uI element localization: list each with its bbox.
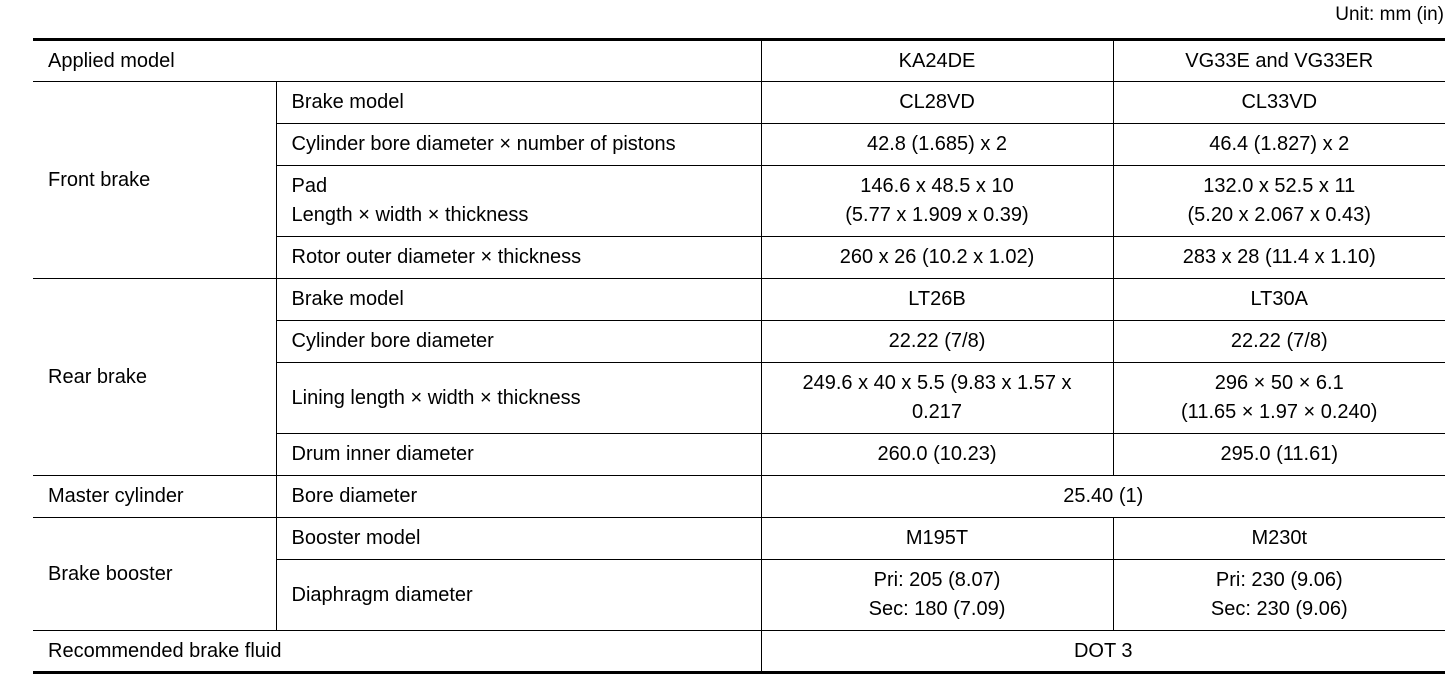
spec-value-line: Pri: 205 (8.07)	[873, 569, 1001, 591]
table-row	[33, 631, 1445, 673]
spec-label	[276, 166, 761, 237]
spec-value-line: 249.6 x 40 x 5.5 (9.83 x 1.57 x	[802, 372, 1072, 394]
spec-value-b	[1113, 363, 1445, 434]
spec-value-line: (5.77 x 1.909 x 0.39)	[845, 204, 1029, 226]
table-row	[33, 476, 1445, 518]
spec-value-line: Sec: 180 (7.09)	[868, 598, 1006, 620]
front-brake-group-label: Front brake	[33, 82, 276, 279]
spec-value-b: CL33VD	[1113, 82, 1445, 124]
spec-value-b: 295.0 (11.61)	[1113, 434, 1445, 476]
table-row	[33, 82, 1445, 124]
spec-label: Booster model	[276, 518, 761, 560]
spec-value-shared: 25.40 (1)	[761, 476, 1445, 518]
unit-label: Unit: mm (in)	[1335, 4, 1444, 25]
spec-label: Lining length × width × thickness	[276, 363, 761, 434]
spec-value-b: M230t	[1113, 518, 1445, 560]
spec-value-line: 132.0 x 52.5 x 11	[1203, 175, 1356, 197]
spec-value-line: 296 × 50 × 6.1	[1214, 372, 1344, 394]
spec-label: Diaphragm diameter	[276, 560, 761, 631]
spec-value-a	[761, 166, 1113, 237]
spec-label: Drum inner diameter	[276, 434, 761, 476]
spec-label: Cylinder bore diameter × number of pistons	[276, 124, 761, 166]
spec-label: Bore diameter	[276, 476, 761, 518]
spec-value-line: 0.217	[911, 401, 963, 423]
brake-booster-group-label: Brake booster	[33, 518, 276, 631]
master-cylinder-group-label: Master cylinder	[33, 476, 276, 518]
rear-brake-group-label: Rear brake	[33, 279, 276, 476]
spec-value-b: LT30A	[1113, 279, 1445, 321]
table-row	[33, 279, 1445, 321]
model-b-header: VG33E and VG33ER	[1113, 40, 1445, 82]
spec-label: Rotor outer diameter × thickness	[276, 237, 761, 279]
spec-value-a	[761, 363, 1113, 434]
spec-label-line: Pad	[291, 175, 328, 197]
spec-value-line: Pri: 230 (9.06)	[1215, 569, 1343, 591]
brake-spec-table	[33, 38, 1445, 674]
spec-label: Brake model	[276, 82, 761, 124]
spec-value-line: Sec: 230 (9.06)	[1210, 598, 1348, 620]
spec-value-a	[761, 560, 1113, 631]
spec-label: Cylinder bore diameter	[276, 321, 761, 363]
spec-value-b: 283 x 28 (11.4 x 1.10)	[1113, 237, 1445, 279]
spec-value-b: 46.4 (1.827) x 2	[1113, 124, 1445, 166]
spec-label: Brake model	[276, 279, 761, 321]
spec-value-a: 260.0 (10.23)	[761, 434, 1113, 476]
model-a-header: KA24DE	[761, 40, 1113, 82]
spec-value-a: 22.22 (7/8)	[761, 321, 1113, 363]
table-header-row	[33, 40, 1445, 82]
spec-value-b: 22.22 (7/8)	[1113, 321, 1445, 363]
spec-value-a: 42.8 (1.685) x 2	[761, 124, 1113, 166]
spec-value-shared: DOT 3	[761, 631, 1445, 673]
spec-value-a: M195T	[761, 518, 1113, 560]
spec-value-a: CL28VD	[761, 82, 1113, 124]
spec-value-a: 260 x 26 (10.2 x 1.02)	[761, 237, 1113, 279]
brake-fluid-label: Recommended brake fluid	[33, 631, 761, 673]
spec-value-b	[1113, 166, 1445, 237]
table-row	[33, 518, 1445, 560]
applied-model-label: Applied model	[33, 40, 761, 82]
spec-label-line: Length × width × thickness	[291, 204, 529, 226]
spec-value-a: LT26B	[761, 279, 1113, 321]
spec-value-line: (5.20 x 2.067 x 0.43)	[1187, 204, 1371, 226]
spec-value-line: (11.65 × 1.97 × 0.240)	[1181, 401, 1378, 423]
spec-value-line: 146.6 x 48.5 x 10	[860, 175, 1014, 197]
spec-value-b	[1113, 560, 1445, 631]
